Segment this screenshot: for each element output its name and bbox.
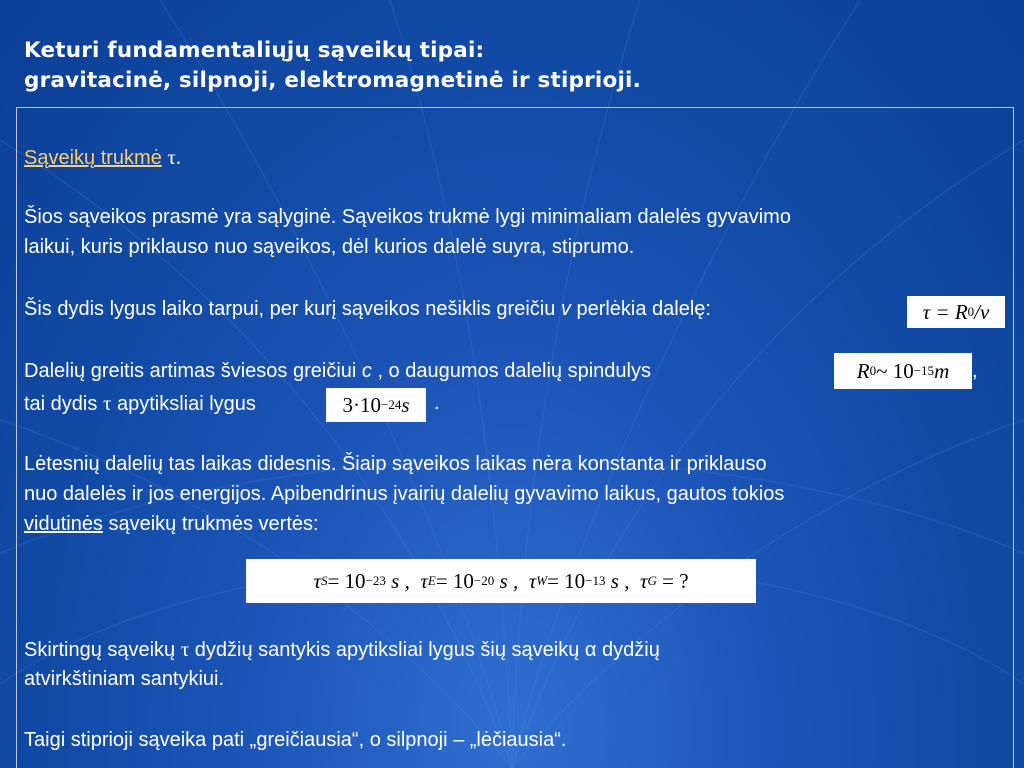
- para3-line1-before: Dalelių greitis artimas šviesos greičiui: [24, 360, 362, 382]
- formula2-exp: −15: [913, 363, 935, 378]
- f4-tau-g: τ: [639, 568, 648, 593]
- para5-tau: τ: [180, 637, 190, 661]
- para3-line2-before: tai dydis: [24, 393, 103, 415]
- para2-text-after: perlėkia dalelę:: [570, 298, 711, 320]
- f4-w-exp: −13: [585, 573, 606, 588]
- paragraph-5-line-1: [24, 634, 660, 665]
- paragraph-3-line-2: [24, 388, 256, 419]
- title-line-2: gravitacinė, silpnoji, elektromagnetinė ir stiprioji.: [24, 68, 641, 93]
- paragraph-3-line-1: [24, 356, 651, 386]
- formula-3e-24s: [326, 388, 426, 422]
- f4-s-unit: s ,: [385, 568, 421, 593]
- para5-line1-after: dydžių santykis apytiksliai lygus šių sąveikų α dydžių: [189, 639, 660, 661]
- slide-title: [24, 36, 984, 96]
- f4-w-unit: s ,: [605, 568, 640, 593]
- paragraph-4-line-1: Lėtesnių dalelių tas laikas didesnis. Šiaip sąveikos laikas nėra konstanta ir priklauso: [24, 453, 767, 475]
- para3-line1-after: , o daugumos dalelių spindulys: [371, 360, 651, 382]
- paragraph-4-line-2: nuo dalelės ir jos energijos. Apibendrinus įvairių dalelių gyvavimo laikus, gautos tokios: [24, 483, 785, 505]
- formula-tau-r0-v: [907, 296, 1005, 328]
- paragraph-1-line-1: Šios sąveikos prasmė yra sąlyginė. Sąveikos trukmė lygi minimaliam dalelės gyvavimo: [24, 206, 791, 228]
- f4-s-exp: −23: [365, 573, 386, 588]
- f4-tau-s: τ: [313, 568, 321, 593]
- f4-w-val: = 10: [547, 568, 586, 593]
- f4-tau-e: τ: [420, 568, 428, 593]
- formula1-rhs: /v: [974, 299, 990, 324]
- section-heading: [24, 142, 181, 173]
- formula-interaction-durations: [246, 559, 756, 603]
- paragraph-6: Taigi stiprioji sąveika pati „greičiausia“, o silpnoji – „lėčiausia“.: [24, 729, 567, 751]
- f4-e-exp: −20: [473, 573, 495, 588]
- para5-line1-before: Skirtingų sąveikų: [24, 639, 181, 661]
- formula2-rel: ~ 10: [876, 358, 914, 383]
- f4-w-sub: W: [536, 573, 548, 588]
- formula2-base: R: [856, 358, 870, 383]
- formula3-exp: −24: [380, 397, 402, 412]
- para3-line2-after: apytiksliai lygus: [111, 393, 256, 415]
- formula3-coef: 3·10: [342, 392, 381, 417]
- para4-underlined: vidutinės: [24, 513, 103, 535]
- formula2-sub: 0: [869, 363, 877, 378]
- heading-symbol: τ.: [167, 145, 182, 169]
- para3-line2-end: .: [434, 392, 440, 414]
- formula1-sub: 0: [967, 304, 975, 319]
- formula-r0-radius: [834, 353, 972, 389]
- formula2-unit: m: [934, 358, 950, 383]
- formula1-lhs: τ = R: [922, 299, 968, 324]
- f4-e-sub: E: [427, 573, 436, 588]
- paragraph-5-line-2: atvirkštiniam santykiui.: [24, 668, 225, 690]
- f4-s-val: = 10: [327, 568, 366, 593]
- paragraph-4-line-3: [24, 509, 319, 539]
- f4-tau-w: τ: [528, 568, 537, 593]
- title-line-1: Keturi fundamentaliųjų sąveikų tipai:: [24, 38, 485, 63]
- f4-s-sub: S: [320, 573, 328, 588]
- para3-var-c: c: [361, 360, 372, 382]
- heading-link[interactable]: Sąveikų trukmė: [24, 147, 162, 169]
- paragraph-1-line-2: laikui, kuris priklauso nuo sąveikos, dėl kurios dalelė suyra, stiprumo.: [24, 236, 635, 258]
- para3-line1-end: ,: [972, 360, 978, 382]
- para3-tau: τ: [102, 391, 112, 415]
- para4-line3-rest: sąveikų trukmės vertės:: [102, 513, 319, 535]
- f4-e-unit: s ,: [494, 568, 529, 593]
- f4-g-val: = ?: [656, 568, 689, 593]
- paragraph-2: [24, 294, 711, 324]
- f4-g-sub: G: [647, 573, 657, 588]
- para2-text-before: Šis dydis lygus laiko tarpui, per kurį sąveikos nešiklis greičiu: [24, 298, 561, 320]
- formula3-unit: s: [401, 392, 410, 417]
- f4-e-val: = 10: [435, 568, 474, 593]
- para2-var-v: v: [560, 298, 571, 320]
